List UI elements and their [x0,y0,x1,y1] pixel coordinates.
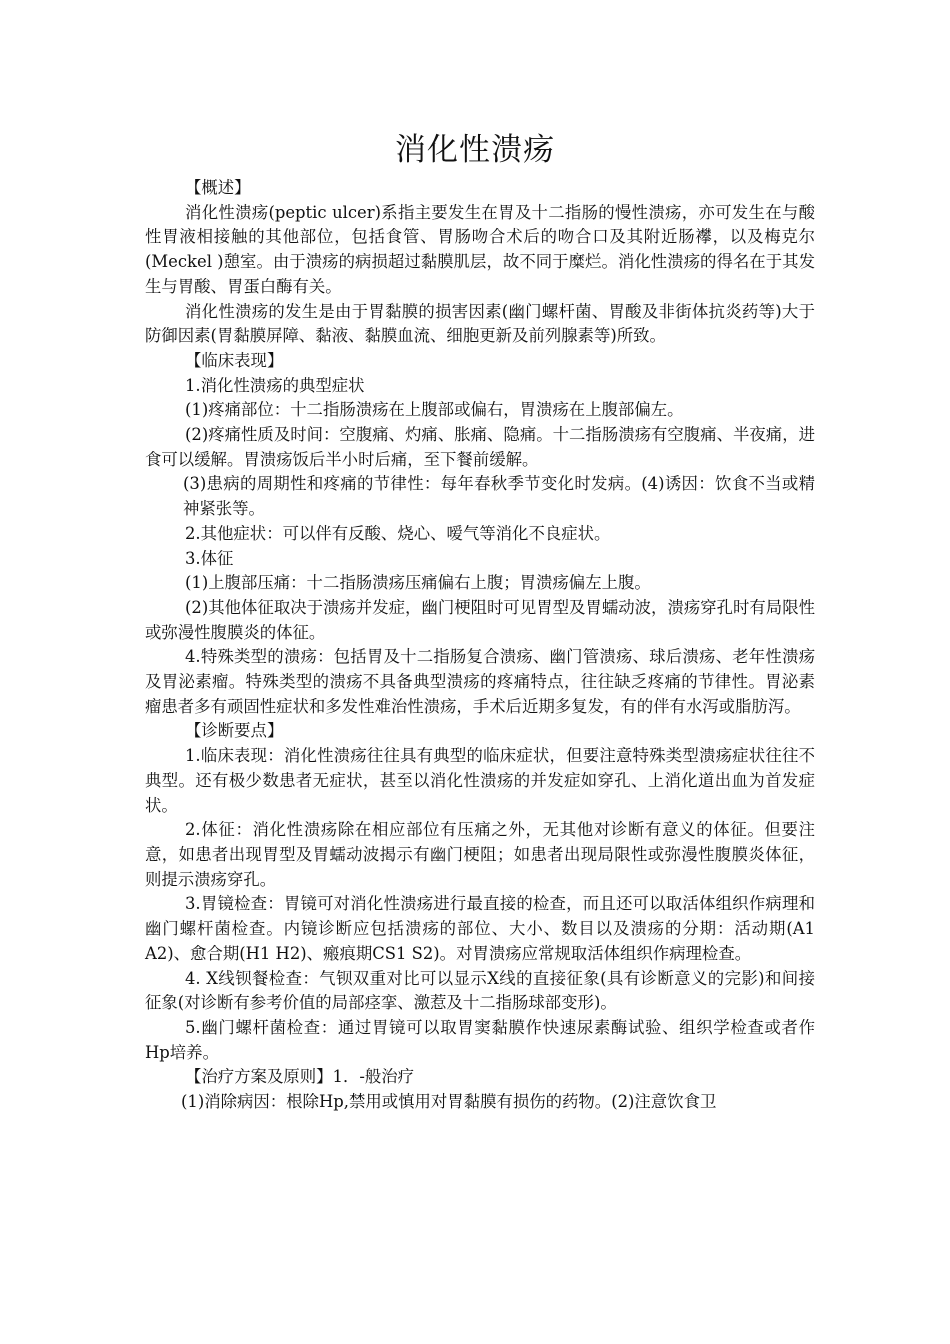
list-item-typical-symptoms: 1.消化性溃疡的典型症状 [185,375,365,395]
list-item-physical-signs: 2.体征：消化性溃疡除在相应部位有压痛之外，无其他对诊断有意义的体征。但要注意，如患者出现胃型及胃蠕动波揭示有幽门梗阻；如患者出现局限性或弥漫性腹膜炎体征，则提示溃疡穿孔。 [145,820,815,889]
list-item-hp-test: 5.幽门螺杆菌检查：通过胃镜可以取胃窦黏膜作快速尿素酶试验、组织学检查或者作Hp培养。 [145,1017,815,1062]
section-heading-treatment: 【治疗方案及原则】1．-般治疗 [185,1067,415,1087]
document-title: 消化性溃疡 [395,132,555,168]
section-heading-clinical: 【临床表现】 [185,350,284,370]
list-item-periodicity: (3)患病的周期性和疼痛的节律性：每年春秋季节变化时发病。(4)诱因：饮食不当或精神紧张等。 [183,474,815,519]
list-item-tenderness: (1)上腹部压痛：十二指肠溃疡压痛偏右上腹；胃溃疡偏左上腹。 [185,573,651,593]
list-item-special-ulcers: 4.特殊类型的溃疡：包括胃及十二指肠复合溃疡、幽门管溃疡、球后溃疡、老年性溃疡及胃泌素瘤。特殊类型的溃疡不具备典型溃疡的疼痛特点，往往缺乏疼痛的节律性。胃泌素瘤患者多有顽固性症状和多发性难治性溃疡，手术后近期多复发，有的伴有水泻或脂肪泻。 [145,647,815,716]
list-item-other-symptoms: 2.其他症状：可以伴有反酸、烧心、嗳气等消化不良症状。 [185,523,611,543]
list-item-clinical-manifestation: 1.临床表现：消化性溃疡往往具有典型的临床症状，但要注意特殊类型溃疡症状往往不典型。还有极少数患者无症状，甚至以消化性溃疡的并发症如穿孔、上消化道出血为首发症状。 [145,746,815,815]
list-item-endoscopy: 3.胃镜检查：胃镜可对消化性溃疡进行最直接的检查，而且还可以取活体组织作病理和幽门螺杆菌检查。内镜诊断应包括溃疡的部位、大小、数目以及溃疡的分期：活动期(A1 A2)、愈合期(H1 H2)、瘢痕期CS1 S2)。对胃溃疡应常规取活体组织作病理检查。 [145,894,815,963]
section-heading-overview: 【概述】 [185,178,251,197]
list-item-barium: 4. X线钡餐检查：气钡双重对比可以显示X线的直接征象(具有诊断意义的完影)和间接征象(对诊断有参考价值的局部痉挛、激惹及十二指肠球部变形)。 [145,968,815,1013]
list-item-other-signs: (2)其他体征取决于溃疡并发症，幽门梗阻时可见胃型及胃蠕动波，溃疡穿孔时有局限性或弥漫性腹膜炎的体征。 [145,597,815,642]
list-item-remove-cause: (1)消除病因：根除Hp,禁用或慎用对胃黏膜有损伤的药物。(2)注意饮食卫 [181,1092,717,1112]
list-item-signs: 3.体征 [185,548,234,568]
paragraph-pathogenesis: 消化性溃疡的发生是由于胃黏膜的损害因素(幽门螺杆菌、胃酸及非街体抗炎药等)大于防御因素(胃黏膜屏障、黏液、黏膜血流、细胞更新及前列腺素等)所致。 [145,301,815,346]
list-item-pain-nature: (2)疼痛性质及时间：空腹痛、灼痛、胀痛、隐痛。十二指肠溃疡有空腹痛、半夜痛，进食可以缓解。胃溃疡饭后半小时后痛，至下餐前缓解。 [145,425,815,469]
document-body [145,176,815,1115]
list-item-pain-location: (1)疼痛部位：十二指肠溃疡在上腹部或偏右，胃溃疡在上腹部偏左。 [185,400,684,420]
section-heading-diagnosis: 【诊断要点】 [185,721,284,741]
paragraph-definition: 消化性溃疡(peptic ulcer)系指主要发生在胃及十二指肠的慢性溃疡，亦可发生在与酸性胃液相接触的其他部位，包括食管、胃肠吻合术后的吻合口及其附近肠襻，以及梅克尔(Meckel )憩室。由于溃疡的病损超过黏膜肌层，故不同于糜烂。消化性溃疡的得名在于其发生与胃酸、胃蛋白酶有关。 [145,202,815,296]
